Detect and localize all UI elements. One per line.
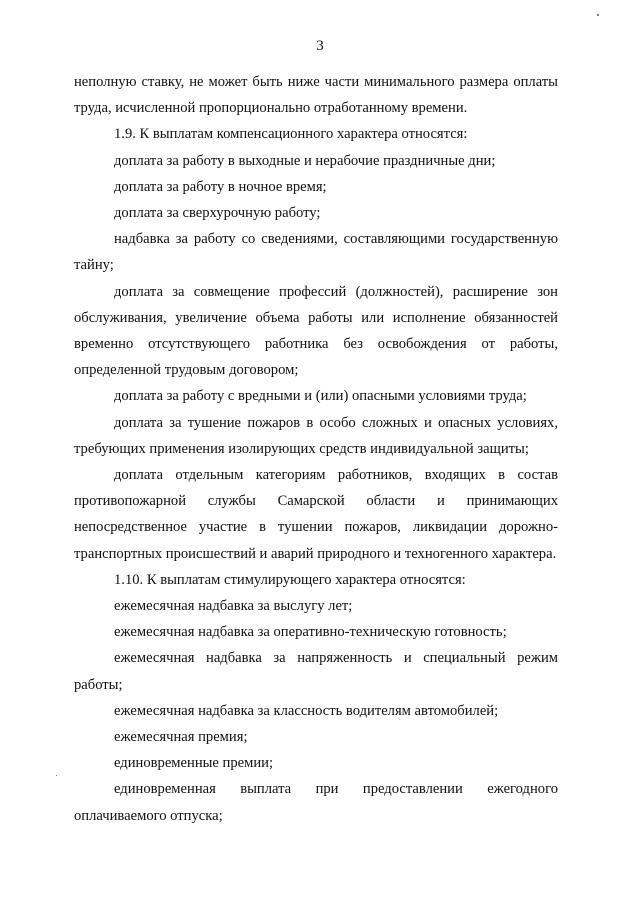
scan-speck — [597, 14, 599, 16]
list-item: доплата за работу в ночное время; — [114, 178, 327, 195]
list-item: доплата за сверхурочную работу; — [114, 205, 321, 222]
list-item: доплата за работу в выходные и нерабочие праздничные дни; — [114, 152, 496, 169]
list-item: ежемесячная надбавка за выслугу лет; — [114, 598, 353, 615]
scan-speck — [56, 775, 57, 776]
list-item: единовременная выплата при предоставлении ежегодного оплачиваемого отпуска; — [74, 781, 558, 824]
page-number: 3 — [316, 38, 324, 54]
list-item: доплата за совмещение профессий (должностей), расширение зон обслуживания, увеличение объема работы или исполнение обязанностей временно отсутствующего работника без освобождения от работы, определенной трудовым договором; — [74, 283, 558, 379]
paragraph: неполную ставку, не может быть ниже части минимального размера оплаты труда, исчисленной пропорционально отработанному времени. — [74, 74, 558, 117]
list-item: доплата за тушение пожаров в особо сложных и опасных условиях, требующих применения изолирующих средств индивидуальной защиты; — [74, 414, 558, 457]
list-item: ежемесячная премия; — [114, 729, 248, 746]
list-item: надбавка за работу со сведениями, составляющими государственную тайну; — [74, 231, 558, 274]
list-item: ежемесячная надбавка за оперативно-техническую готовность; — [114, 624, 507, 641]
list-item: доплата отдельным категориям работников, входящих в состав противопожарной службы Самарской области и принимающих непосредственное участие в тушении пожаров, ликвидации дорожно-транспортных происшествий и аварий природного и техногенного характера. — [74, 467, 558, 562]
list-item: единовременные премии; — [114, 755, 274, 772]
document-body — [74, 69, 558, 829]
list-item: ежемесячная надбавка за напряженность и специальный режим работы; — [74, 650, 558, 693]
list-item: доплата за работу с вредными и (или) опасными условиями труда; — [114, 388, 527, 405]
paragraph-section-1-9: 1.9. К выплатам компенсационного характера относятся: — [114, 126, 468, 143]
list-item: ежемесячная надбавка за классность водителям автомобилей; — [114, 702, 499, 719]
paragraph-section-1-10: 1.10. К выплатам стимулирующего характера относятся: — [114, 571, 466, 588]
